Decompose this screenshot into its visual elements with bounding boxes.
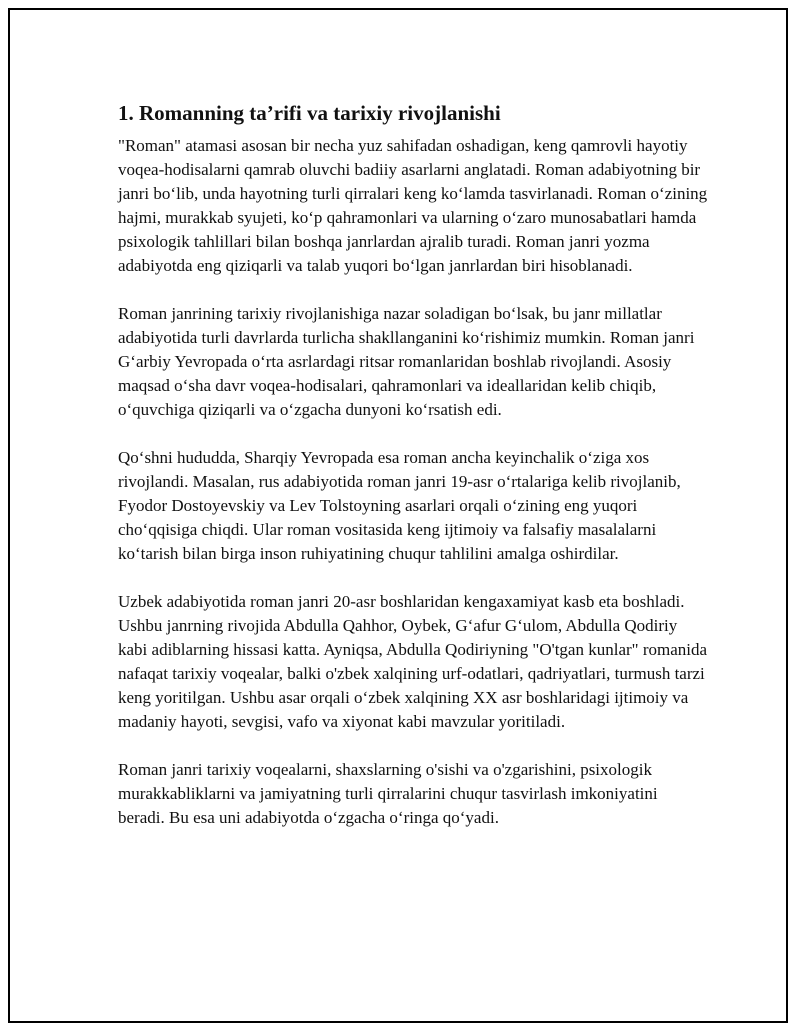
paragraph-conclusion: Roman janri tarixiy voqealarni, shaxslarning o'sishi va o'zgarishini, psixologik murakkabliklarni va jamiyatning turli qirralarini chuqur tasvirlash imkoniyatini beradi. Bu esa uni adabiyotda oʻzgacha oʻringa qoʻyadi.	[118, 760, 658, 827]
paragraph-western-history: Roman janrining tarixiy rivojlanishiga nazar soladigan boʻlsak, bu janr millatlar adabiyotida turli davrlarda turlicha shakllanganini koʻrishimiz mumkin. Roman janri Gʻarbiy Yevropada oʻrta asrlardagi ritsar romanlaridan boshlab rivojlandi. Asosiy maqsad oʻsha davr voqea-hodisalari, qahramonlari va ideallaridan kelib chiqib, oʻquvchiga qiziqarli va oʻzgacha dunyoni koʻrsatish edi.	[118, 304, 695, 419]
section-title: 1. Romanning ta’rifi va tarixiy rivojlanishi	[118, 101, 501, 125]
paragraph-eastern-europe: Qoʻshni hududda, Sharqiy Yevropada esa roman ancha keyinchalik oʻziga xos rivojlandi. Masalan, rus adabiyotida roman janri 19-asr oʻrtalariga kelib rivojlanib, Fyodor Dostoyevskiy va Lev Tolstoyning asarlari orqali oʻzining eng yuqori choʻqqisiga chiqdi. Ular roman vositasida keng ijtimoiy va falsafiy masalalarni koʻtarish bilan birga inson ruhiyatining chuqur tahlilini amalga oshirdilar.	[118, 448, 681, 563]
document-body	[118, 100, 708, 854]
paragraph-definition: "Roman" atamasi asosan bir necha yuz sahifadan oshadigan, keng qamrovli hayotiy voqea-hodisalarni qamrab oluvchi badiiy asarlarni anglatadi. Roman adabiyotning bir janri boʻlib, unda hayotning turli qirralari keng koʻlamda tasvirlanadi. Roman oʻzining hajmi, murakkab syujeti, koʻp qahramonlari va ularning oʻzaro munosabatlari hamda psixologik tahlillari bilan boshqa janrlardan ajralib turadi. Roman janri yozma adabiyotda eng qiziqarli va talab yuqori boʻlgan janrlardan biri hisoblanadi.	[118, 136, 708, 275]
paragraph-uzbek-literature: Uzbek adabiyotida roman janri 20-asr boshlaridan kengaxamiyat kasb eta boshladi. Ushbu janrning rivojida Abdulla Qahhor, Oybek, Gʻafur Gʻulom, Abdulla Qodiriy kabi adiblarning hissasi katta. Ayniqsa, Abdulla Qodiriyning "O'tgan kunlar" romanida nafaqat tarixiy voqealar, balki o'zbek xalqining urf-odatlari, qadriyatlari, turmush tarzi keng yoritilgan. Ushbu asar orqali oʻzbek xalqining XX asr boshlaridagi ijtimoiy va madaniy hayoti, sevgisi, vafo va xiyonat kabi mavzular yoritiladi.	[118, 592, 708, 731]
document-page	[8, 8, 788, 1023]
